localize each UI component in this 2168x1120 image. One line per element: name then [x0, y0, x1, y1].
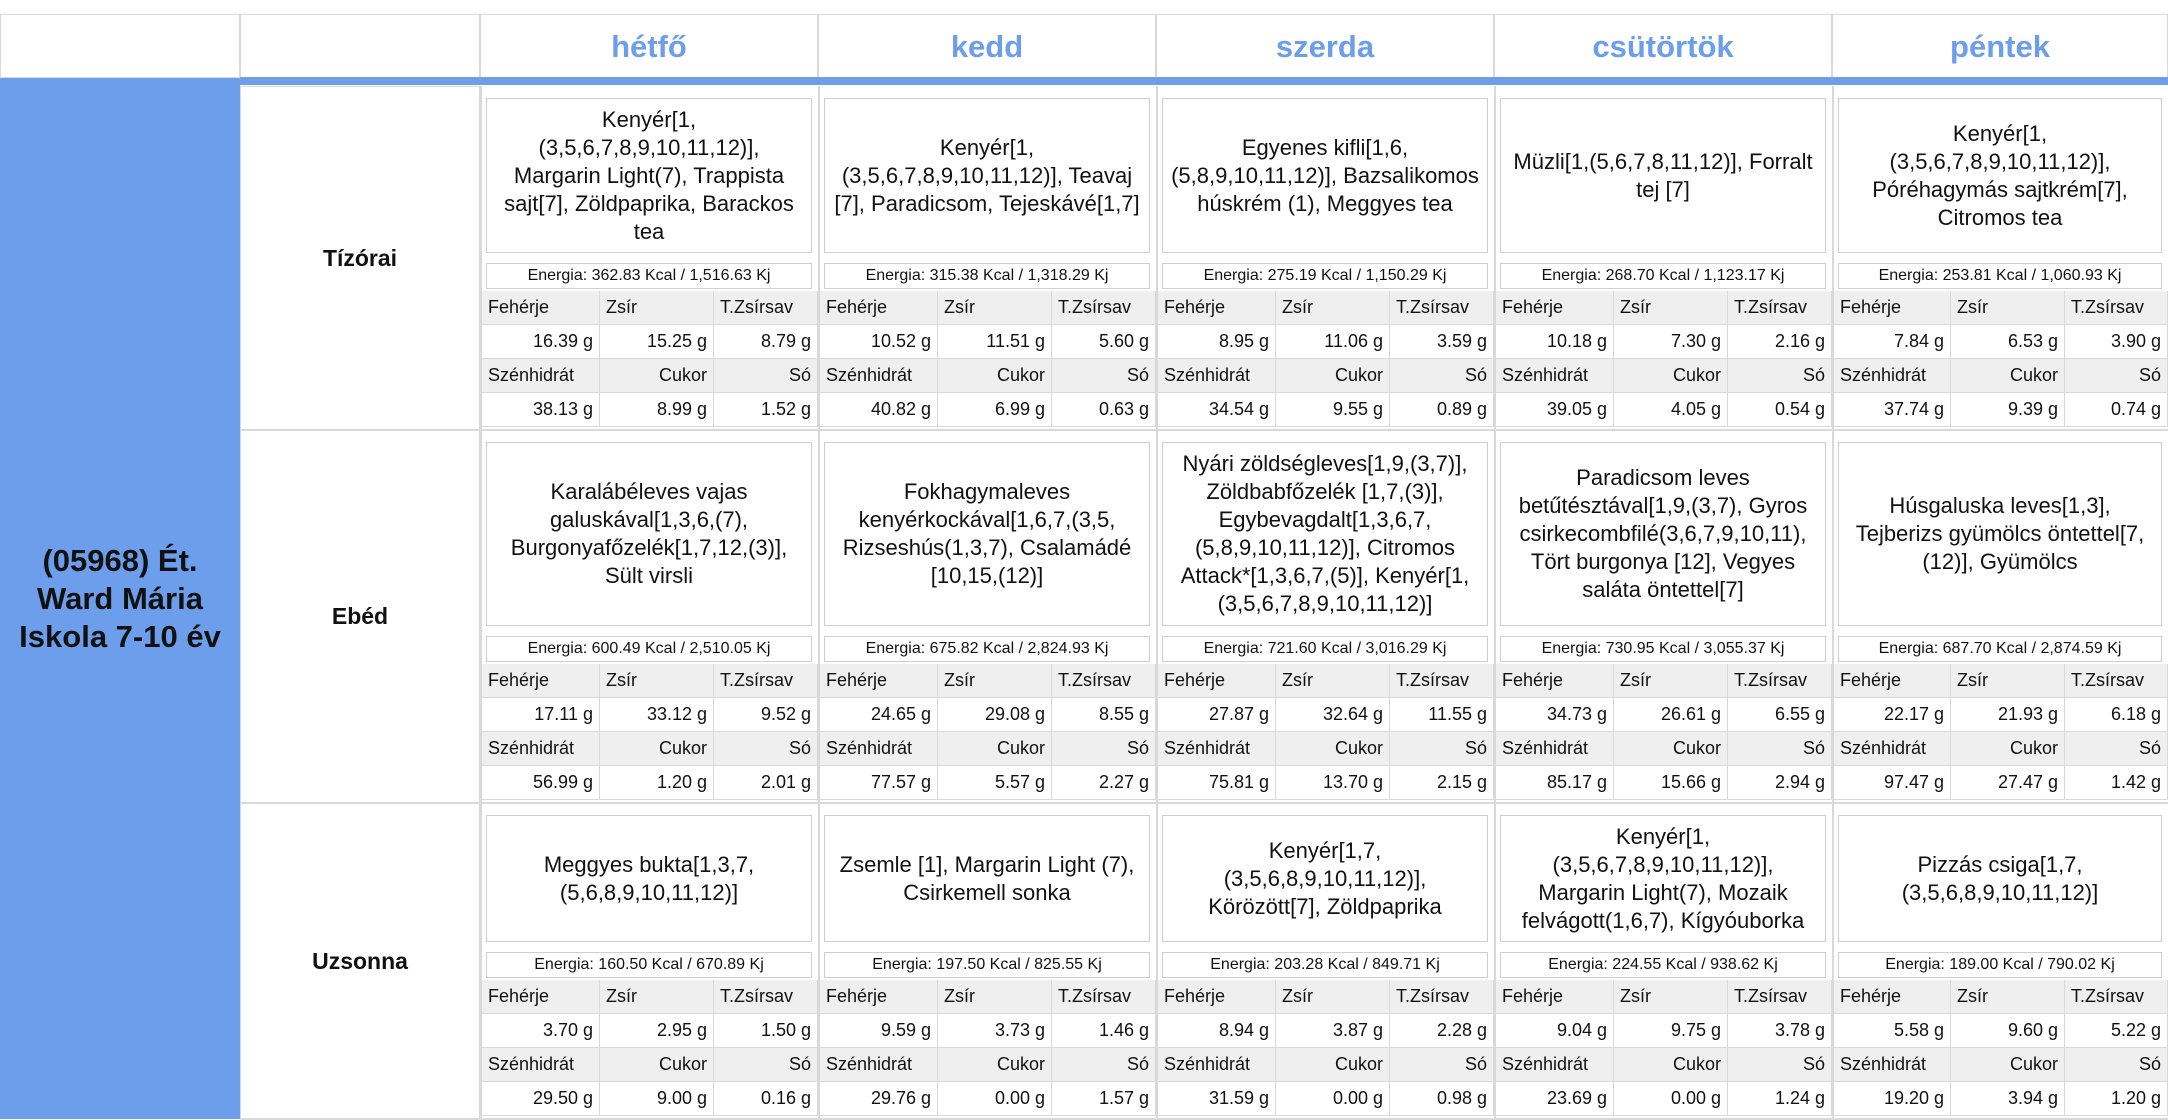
nutrient-label-zsir: Zsír [600, 291, 714, 325]
nutrient-value-tzsirsav: 2.16 g [1728, 325, 1832, 359]
nutrient-value-tzsirsav: 1.46 g [1052, 1014, 1156, 1048]
nutrient-value-feherje: 8.95 g [1158, 325, 1276, 359]
nutrient-label-cukor: Cukor [600, 359, 714, 393]
day-header-wednesday: szerda [1156, 14, 1494, 78]
nutrient-label-zsir: Zsír [1614, 291, 1728, 325]
nutrient-label-so: Só [1052, 732, 1156, 766]
menu-text-thursday-2: Kenyér[1, (3,5,6,7,8,9,10,11,12)], Margarin Light(7), Mozaik felvágott(1,6,7), Kígyóuborka [1500, 815, 1826, 942]
nutrient-label-feherje: Fehérje [1496, 664, 1614, 698]
nutrient-label-so: Só [1390, 1048, 1494, 1082]
nutrient-value-szenhidrat: 97.47 g [1834, 766, 1951, 800]
nutrient-value-so: 0.89 g [1390, 393, 1494, 427]
nutrient-label-so: Só [1728, 732, 1832, 766]
nutrient-label-zsir: Zsír [1276, 664, 1390, 698]
nutrient-value-tzsirsav: 11.55 g [1390, 698, 1494, 732]
energy-tuesday-0: Energia: 315.38 Kcal / 1,318.29 Kj [824, 263, 1150, 289]
header-accent-bar [240, 77, 2168, 85]
nutrient-value-so: 0.63 g [1052, 393, 1156, 427]
nutrient-value-cukor: 27.47 g [1951, 766, 2065, 800]
menu-text-monday-0: Kenyér[1, (3,5,6,7,8,9,10,11,12)], Margarin Light(7), Trappista sajt[7], Zöldpaprika, Barackos tea [486, 98, 812, 253]
nutrient-value-zsir: 6.53 g [1951, 325, 2065, 359]
day-header-friday: péntek [1832, 14, 2168, 78]
nutrient-value-so: 1.52 g [714, 393, 818, 427]
nutrient-value-szenhidrat: 23.69 g [1496, 1082, 1614, 1116]
nutrient-value-cukor: 9.55 g [1276, 393, 1390, 427]
nutrient-value-szenhidrat: 29.76 g [820, 1082, 938, 1116]
nutrient-label-szenhidrat: Szénhidrát [1158, 732, 1276, 766]
nutrient-label-szenhidrat: Szénhidrát [1834, 732, 1951, 766]
nutrient-label-cukor: Cukor [600, 732, 714, 766]
energy-tuesday-1: Energia: 675.82 Kcal / 2,824.93 Kj [824, 636, 1150, 662]
nutrient-value-so: 2.94 g [1728, 766, 1832, 800]
nutrient-label-cukor: Cukor [938, 359, 1052, 393]
energy-thursday-2: Energia: 224.55 Kcal / 938.62 Kj [1500, 952, 1826, 978]
nutrient-label-zsir: Zsír [600, 980, 714, 1014]
nutrient-label-tzsirsav: T.Zsírsav [1728, 664, 1832, 698]
nutrient-value-feherje: 9.04 g [1496, 1014, 1614, 1048]
nutrient-label-cukor: Cukor [1614, 732, 1728, 766]
nutrient-value-feherje: 9.59 g [820, 1014, 938, 1048]
energy-thursday-1: Energia: 730.95 Kcal / 3,055.37 Kj [1500, 636, 1826, 662]
nutrient-label-cukor: Cukor [1951, 359, 2065, 393]
nutrient-value-so: 2.01 g [714, 766, 818, 800]
nutrient-value-szenhidrat: 85.17 g [1496, 766, 1614, 800]
nutrient-value-tzsirsav: 5.22 g [2065, 1014, 2168, 1048]
nutrient-label-feherje: Fehérje [1158, 291, 1276, 325]
nutrient-label-feherje: Fehérje [1834, 980, 1951, 1014]
nutrient-label-cukor: Cukor [1614, 359, 1728, 393]
nutrient-label-zsir: Zsír [1951, 291, 2065, 325]
nutrient-label-feherje: Fehérje [820, 664, 938, 698]
nutrient-label-zsir: Zsír [600, 664, 714, 698]
nutrient-value-so: 2.15 g [1390, 766, 1494, 800]
menu-text-wednesday-1: Nyári zöldségleves[1,9,(3,7)], Zöldbabfőzelék [1,7,(3)], Egybevagdalt[1,3,6,7, (5,8,9,10,11,12)], Citromos Attack*[1,3,6,7,(5)], Kenyér[1, (3,5,6,7,8,9,10,11,12)] [1162, 442, 1488, 626]
menu-text-tuesday-1: Fokhagymaleves kenyérkockával[1,6,7,(3,5, Rizseshús(1,3,7), Csalamádé [10,15,(12)] [824, 442, 1150, 626]
nutrient-value-cukor: 0.00 g [938, 1082, 1052, 1116]
school-name: (05968) Ét. Ward Mária Iskola 7-10 év [0, 78, 240, 1119]
menu-text-tuesday-0: Kenyér[1, (3,5,6,7,8,9,10,11,12)], Teavaj [7], Paradicsom, Tejeskávé[1,7] [824, 98, 1150, 253]
nutrient-value-so: 1.42 g [2065, 766, 2168, 800]
nutrient-label-cukor: Cukor [938, 732, 1052, 766]
nutrient-label-szenhidrat: Szénhidrát [1496, 359, 1614, 393]
nutrient-label-so: Só [1728, 359, 1832, 393]
nutrient-value-feherje: 22.17 g [1834, 698, 1951, 732]
nutrient-value-zsir: 9.60 g [1951, 1014, 2065, 1048]
header-blank-left [0, 14, 240, 78]
nutrient-value-szenhidrat: 75.81 g [1158, 766, 1276, 800]
nutrient-label-tzsirsav: T.Zsírsav [2065, 980, 2168, 1014]
nutrient-value-szenhidrat: 29.50 g [482, 1082, 600, 1116]
nutrient-value-so: 1.24 g [1728, 1082, 1832, 1116]
nutrient-value-tzsirsav: 5.60 g [1052, 325, 1156, 359]
nutrient-value-zsir: 7.30 g [1614, 325, 1728, 359]
energy-thursday-0: Energia: 268.70 Kcal / 1,123.17 Kj [1500, 263, 1826, 289]
day-header-tuesday: kedd [818, 14, 1156, 78]
nutrient-value-tzsirsav: 8.55 g [1052, 698, 1156, 732]
nutrient-value-zsir: 3.73 g [938, 1014, 1052, 1048]
nutrient-label-tzsirsav: T.Zsírsav [1052, 664, 1156, 698]
nutrient-label-cukor: Cukor [1614, 1048, 1728, 1082]
menu-text-friday-1: Húsgaluska leves[1,3], Tejberizs gyümölcs öntettel[7,(12)], Gyümölcs [1838, 442, 2162, 626]
nutrient-value-szenhidrat: 77.57 g [820, 766, 938, 800]
nutrient-label-szenhidrat: Szénhidrát [1834, 359, 1951, 393]
nutrient-label-cukor: Cukor [1276, 1048, 1390, 1082]
nutrient-label-tzsirsav: T.Zsírsav [1052, 980, 1156, 1014]
nutrient-value-zsir: 29.08 g [938, 698, 1052, 732]
nutrient-label-feherje: Fehérje [1496, 980, 1614, 1014]
nutrient-value-feherje: 8.94 g [1158, 1014, 1276, 1048]
energy-wednesday-1: Energia: 721.60 Kcal / 3,016.29 Kj [1162, 636, 1488, 662]
day-header-monday: hétfő [480, 14, 818, 78]
nutrient-value-szenhidrat: 38.13 g [482, 393, 600, 427]
nutrient-label-tzsirsav: T.Zsírsav [1728, 980, 1832, 1014]
nutrient-label-zsir: Zsír [1614, 980, 1728, 1014]
nutrient-label-zsir: Zsír [1951, 980, 2065, 1014]
nutrient-label-zsir: Zsír [938, 291, 1052, 325]
nutrient-label-zsir: Zsír [1276, 980, 1390, 1014]
nutrient-label-tzsirsav: T.Zsírsav [1390, 980, 1494, 1014]
nutrient-label-szenhidrat: Szénhidrát [820, 1048, 938, 1082]
nutrient-label-tzsirsav: T.Zsírsav [714, 291, 818, 325]
menu-text-friday-2: Pizzás csiga[1,7, (3,5,6,8,9,10,11,12)] [1838, 815, 2162, 942]
nutrient-value-cukor: 8.99 g [600, 393, 714, 427]
nutrient-value-szenhidrat: 34.54 g [1158, 393, 1276, 427]
nutrient-value-szenhidrat: 56.99 g [482, 766, 600, 800]
nutrient-value-zsir: 3.87 g [1276, 1014, 1390, 1048]
nutrient-value-feherje: 24.65 g [820, 698, 938, 732]
nutrient-label-so: Só [2065, 1048, 2168, 1082]
nutrient-label-so: Só [2065, 732, 2168, 766]
nutrient-value-tzsirsav: 6.18 g [2065, 698, 2168, 732]
header-blank-meal [240, 14, 480, 78]
nutrient-value-szenhidrat: 40.82 g [820, 393, 938, 427]
menu-text-tuesday-2: Zsemle [1], Margarin Light (7), Csirkemell sonka [824, 815, 1150, 942]
nutrient-value-feherje: 27.87 g [1158, 698, 1276, 732]
nutrient-label-feherje: Fehérje [820, 291, 938, 325]
energy-friday-2: Energia: 189.00 Kcal / 790.02 Kj [1838, 952, 2162, 978]
nutrient-label-szenhidrat: Szénhidrát [1496, 1048, 1614, 1082]
nutrient-label-cukor: Cukor [1951, 1048, 2065, 1082]
nutrient-label-szenhidrat: Szénhidrát [482, 1048, 600, 1082]
nutrient-value-tzsirsav: 3.78 g [1728, 1014, 1832, 1048]
nutrient-label-zsir: Zsír [1276, 291, 1390, 325]
nutrient-value-zsir: 21.93 g [1951, 698, 2065, 732]
energy-friday-0: Energia: 253.81 Kcal / 1,060.93 Kj [1838, 263, 2162, 289]
nutrient-value-so: 0.74 g [2065, 393, 2168, 427]
nutrient-label-feherje: Fehérje [1834, 291, 1951, 325]
nutrient-label-so: Só [1052, 359, 1156, 393]
nutrient-label-feherje: Fehérje [1158, 980, 1276, 1014]
nutrient-value-zsir: 15.25 g [600, 325, 714, 359]
nutrient-value-so: 0.54 g [1728, 393, 1832, 427]
nutrient-label-so: Só [1390, 359, 1494, 393]
nutrient-label-zsir: Zsír [1614, 664, 1728, 698]
menu-text-wednesday-2: Kenyér[1,7, (3,5,6,8,9,10,11,12)], Körözött[7], Zöldpaprika [1162, 815, 1488, 942]
nutrient-value-zsir: 2.95 g [600, 1014, 714, 1048]
nutrient-label-cukor: Cukor [938, 1048, 1052, 1082]
meal-label-1: Ebéd [240, 430, 480, 803]
nutrient-value-cukor: 4.05 g [1614, 393, 1728, 427]
nutrient-value-szenhidrat: 37.74 g [1834, 393, 1951, 427]
nutrient-label-tzsirsav: T.Zsírsav [714, 980, 818, 1014]
energy-wednesday-0: Energia: 275.19 Kcal / 1,150.29 Kj [1162, 263, 1488, 289]
nutrient-label-cukor: Cukor [600, 1048, 714, 1082]
nutrient-label-so: Só [714, 359, 818, 393]
nutrient-label-so: Só [714, 732, 818, 766]
nutrient-label-tzsirsav: T.Zsírsav [1390, 291, 1494, 325]
nutrient-value-zsir: 11.06 g [1276, 325, 1390, 359]
nutrient-label-so: Só [1390, 732, 1494, 766]
nutrient-value-cukor: 0.00 g [1276, 1082, 1390, 1116]
nutrient-label-cukor: Cukor [1951, 732, 2065, 766]
nutrient-label-zsir: Zsír [1951, 664, 2065, 698]
nutrient-label-szenhidrat: Szénhidrát [1496, 732, 1614, 766]
nutrient-label-zsir: Zsír [938, 980, 1052, 1014]
nutrient-label-szenhidrat: Szénhidrát [1834, 1048, 1951, 1082]
nutrient-label-feherje: Fehérje [482, 980, 600, 1014]
nutrient-value-szenhidrat: 39.05 g [1496, 393, 1614, 427]
nutrient-label-tzsirsav: T.Zsírsav [2065, 291, 2168, 325]
nutrient-value-zsir: 32.64 g [1276, 698, 1390, 732]
nutrient-value-zsir: 11.51 g [938, 325, 1052, 359]
nutrient-label-so: Só [1728, 1048, 1832, 1082]
nutrient-label-feherje: Fehérje [1158, 664, 1276, 698]
nutrient-label-feherje: Fehérje [1496, 291, 1614, 325]
energy-monday-2: Energia: 160.50 Kcal / 670.89 Kj [486, 952, 812, 978]
nutrient-value-feherje: 7.84 g [1834, 325, 1951, 359]
nutrient-value-cukor: 6.99 g [938, 393, 1052, 427]
nutrient-label-feherje: Fehérje [820, 980, 938, 1014]
nutrient-value-feherje: 10.18 g [1496, 325, 1614, 359]
nutrient-value-tzsirsav: 3.90 g [2065, 325, 2168, 359]
menu-text-friday-0: Kenyér[1, (3,5,6,7,8,9,10,11,12)], Póréhagymás sajtkrém[7], Citromos tea [1838, 98, 2162, 253]
day-header-thursday: csütörtök [1494, 14, 1832, 78]
nutrient-label-tzsirsav: T.Zsírsav [714, 664, 818, 698]
nutrient-value-so: 0.16 g [714, 1082, 818, 1116]
energy-wednesday-2: Energia: 203.28 Kcal / 849.71 Kj [1162, 952, 1488, 978]
nutrient-label-so: Só [2065, 359, 2168, 393]
nutrient-label-tzsirsav: T.Zsírsav [1052, 291, 1156, 325]
nutrient-label-tzsirsav: T.Zsírsav [2065, 664, 2168, 698]
nutrient-label-szenhidrat: Szénhidrát [482, 732, 600, 766]
menu-text-thursday-1: Paradicsom leves betűtésztával[1,9,(3,7), Gyros csirkecombfilé(3,6,7,9,10,11), Tört burgonya [12], Vegyes saláta öntettel[7] [1500, 442, 1826, 626]
nutrient-label-szenhidrat: Szénhidrát [820, 732, 938, 766]
nutrient-value-cukor: 15.66 g [1614, 766, 1728, 800]
energy-tuesday-2: Energia: 197.50 Kcal / 825.55 Kj [824, 952, 1150, 978]
nutrient-value-zsir: 26.61 g [1614, 698, 1728, 732]
nutrient-label-szenhidrat: Szénhidrát [820, 359, 938, 393]
nutrient-value-feherje: 3.70 g [482, 1014, 600, 1048]
nutrient-value-szenhidrat: 31.59 g [1158, 1082, 1276, 1116]
nutrient-value-tzsirsav: 6.55 g [1728, 698, 1832, 732]
nutrient-value-so: 0.98 g [1390, 1082, 1494, 1116]
nutrient-label-feherje: Fehérje [482, 664, 600, 698]
nutrient-value-feherje: 16.39 g [482, 325, 600, 359]
nutrient-label-tzsirsav: T.Zsírsav [1390, 664, 1494, 698]
nutrient-label-cukor: Cukor [1276, 359, 1390, 393]
nutrient-value-feherje: 5.58 g [1834, 1014, 1951, 1048]
nutrient-label-so: Só [714, 1048, 818, 1082]
nutrient-label-zsir: Zsír [938, 664, 1052, 698]
nutrient-value-so: 2.27 g [1052, 766, 1156, 800]
nutrient-value-cukor: 1.20 g [600, 766, 714, 800]
nutrient-value-feherje: 34.73 g [1496, 698, 1614, 732]
nutrient-value-so: 1.20 g [2065, 1082, 2168, 1116]
energy-friday-1: Energia: 687.70 Kcal / 2,874.59 Kj [1838, 636, 2162, 662]
menu-text-wednesday-0: Egyenes kifli[1,6, (5,8,9,10,11,12)], Bazsalikomos húskrém (1), Meggyes tea [1162, 98, 1488, 253]
nutrient-value-cukor: 9.39 g [1951, 393, 2065, 427]
nutrient-value-cukor: 0.00 g [1614, 1082, 1728, 1116]
meal-label-0: Tízórai [240, 86, 480, 430]
nutrient-value-feherje: 17.11 g [482, 698, 600, 732]
nutrient-value-tzsirsav: 8.79 g [714, 325, 818, 359]
nutrient-value-feherje: 10.52 g [820, 325, 938, 359]
nutrient-label-szenhidrat: Szénhidrát [482, 359, 600, 393]
nutrient-label-cukor: Cukor [1276, 732, 1390, 766]
nutrient-value-tzsirsav: 3.59 g [1390, 325, 1494, 359]
menu-text-thursday-0: Müzli[1,(5,6,7,8,11,12)], Forralt tej [7] [1500, 98, 1826, 253]
nutrient-value-cukor: 5.57 g [938, 766, 1052, 800]
nutrient-label-szenhidrat: Szénhidrát [1158, 359, 1276, 393]
nutrient-label-tzsirsav: T.Zsírsav [1728, 291, 1832, 325]
nutrient-value-so: 1.57 g [1052, 1082, 1156, 1116]
nutrient-value-cukor: 13.70 g [1276, 766, 1390, 800]
meal-label-2: Uzsonna [240, 803, 480, 1119]
nutrient-value-zsir: 33.12 g [600, 698, 714, 732]
nutrient-value-tzsirsav: 9.52 g [714, 698, 818, 732]
nutrient-value-szenhidrat: 19.20 g [1834, 1082, 1951, 1116]
menu-text-monday-1: Karalábéleves vajas galuskával[1,3,6,(7), Burgonyafőzelék[1,7,12,(3)], Sült virsli [486, 442, 812, 626]
nutrient-value-tzsirsav: 2.28 g [1390, 1014, 1494, 1048]
nutrient-value-tzsirsav: 1.50 g [714, 1014, 818, 1048]
nutrient-value-zsir: 9.75 g [1614, 1014, 1728, 1048]
menu-text-monday-2: Meggyes bukta[1,3,7, (5,6,8,9,10,11,12)] [486, 815, 812, 942]
energy-monday-0: Energia: 362.83 Kcal / 1,516.63 Kj [486, 263, 812, 289]
nutrient-label-feherje: Fehérje [482, 291, 600, 325]
energy-monday-1: Energia: 600.49 Kcal / 2,510.05 Kj [486, 636, 812, 662]
nutrient-label-szenhidrat: Szénhidrát [1158, 1048, 1276, 1082]
nutrient-label-so: Só [1052, 1048, 1156, 1082]
nutrient-value-cukor: 3.94 g [1951, 1082, 2065, 1116]
nutrient-label-feherje: Fehérje [1834, 664, 1951, 698]
nutrient-value-cukor: 9.00 g [600, 1082, 714, 1116]
